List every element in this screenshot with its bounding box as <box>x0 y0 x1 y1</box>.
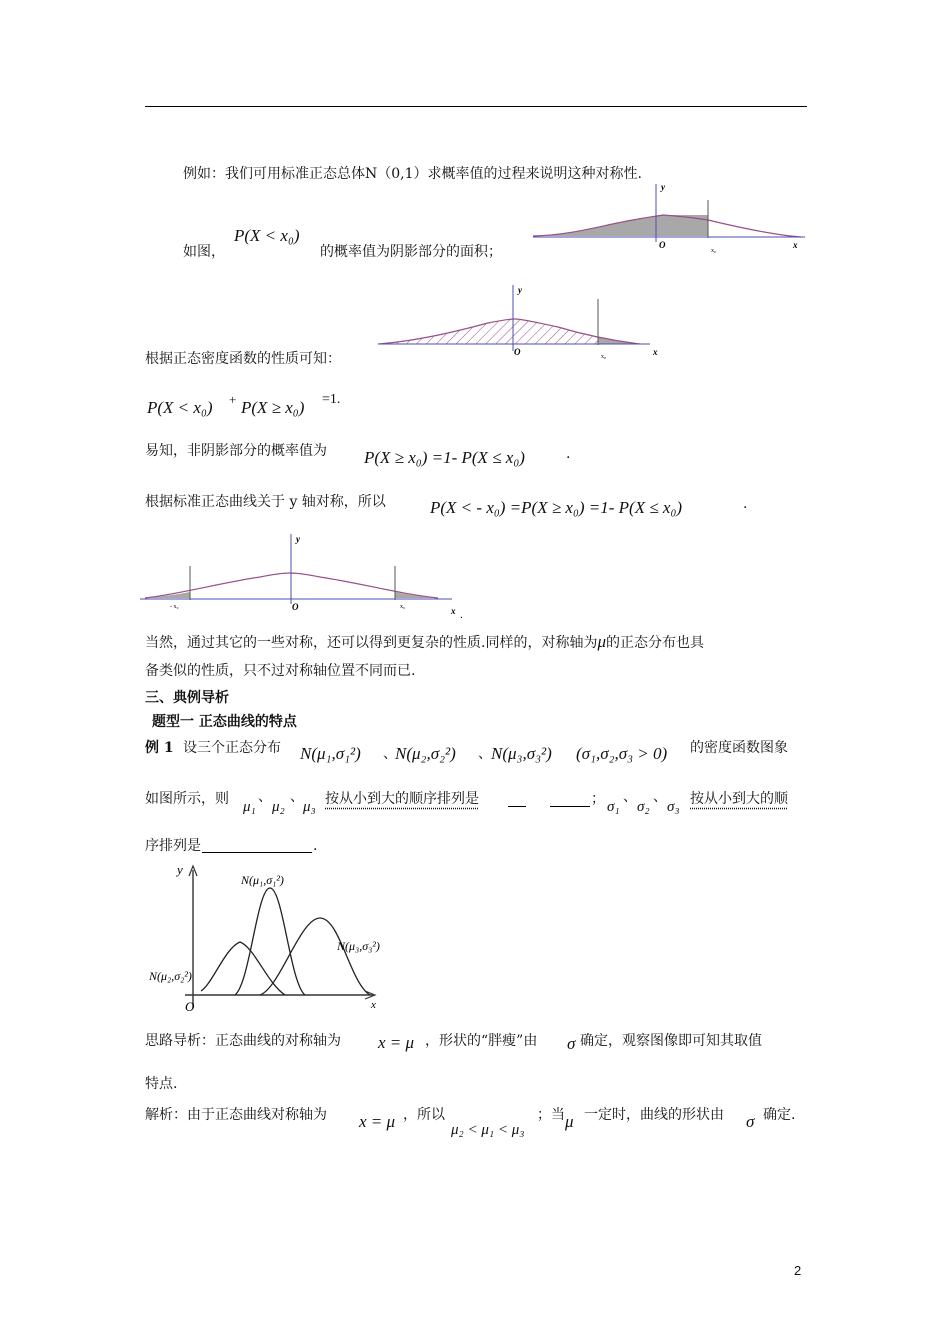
guide-text-c: 确定，观察图像即可知其取值 <box>580 1033 762 1049</box>
semicolon: ； <box>591 791 605 807</box>
guide-line2: 特点. <box>145 1076 178 1092</box>
curve-n3 <box>260 918 370 995</box>
para-text-b: 的正态分布也具 <box>606 635 704 651</box>
sigma3: σ₃ <box>667 799 680 815</box>
label-n1: N(μ₁,σ₁²) <box>241 873 284 887</box>
eq-plus: + <box>229 392 237 407</box>
solution-axis-expr: x = μ <box>359 1112 396 1131</box>
dist-n2: N(μ₂,σ₂²) <box>395 744 456 763</box>
easy-expr: P(X ≥ x₀) =1- P(X ≤ x₀) <box>364 448 525 467</box>
dun-4: 、 <box>653 789 667 805</box>
symmetry-text: 根据标准正态曲线关于 y 轴对称，所以 <box>145 494 386 510</box>
example-line3: 序排列是 <box>145 838 201 854</box>
x-label: x <box>793 240 798 250</box>
solution-mu: μ <box>565 1112 574 1131</box>
eq-part-b: P(X ≥ x₀) <box>241 398 305 417</box>
origin-label: O <box>514 347 521 357</box>
solution-sigma: σ <box>746 1112 755 1131</box>
order-text-1: 按从小到大的顺序排列是 <box>325 791 479 807</box>
symmetry-expr: P(X < - x₀) =P(X ≥ x₀) =1- P(X ≤ x₀) <box>430 498 683 517</box>
origin-label: O <box>659 240 666 250</box>
answer-blank-2[interactable] <box>202 838 312 853</box>
example-line2-a: 如图所示，则 <box>145 791 229 807</box>
page-number: 2 <box>794 1263 802 1278</box>
mu2: μ₂ <box>272 799 285 815</box>
trailing-period: . <box>460 609 463 620</box>
guide-text-b: ，形状的“胖瘦”由 <box>425 1033 538 1049</box>
dun-1: 、 <box>258 789 272 805</box>
property-intro: 根据正态密度函数的性质可知： <box>145 351 341 367</box>
dun-2: 、 <box>290 789 304 805</box>
example-period: . <box>313 838 318 854</box>
x-label: x <box>451 606 456 616</box>
y-label: y <box>661 182 665 192</box>
fig1-expr: P(X < x₀) <box>234 226 300 245</box>
section-heading: 三、典例导析 <box>145 690 229 706</box>
y-label: y <box>296 534 300 544</box>
mu1: μ₁ <box>243 799 256 815</box>
solution-inequality: μ₂ < μ₁ < μ₃ <box>451 1122 525 1138</box>
answer-blank-1a[interactable] <box>508 792 526 807</box>
x0-label: x₀ <box>400 604 406 610</box>
answer-blank-1b[interactable] <box>550 792 590 807</box>
origin-label: O <box>185 999 195 1014</box>
x-label: x <box>653 347 658 357</box>
example-text-2: 的密度函数图象 <box>690 740 788 756</box>
guide-sigma: σ <box>567 1034 576 1053</box>
dun-3: 、 <box>623 789 637 805</box>
easy-end: . <box>566 446 571 462</box>
curve-n2 <box>201 942 285 995</box>
order-text-2: 按从小到大的顺 <box>690 791 788 807</box>
sep-1: 、 <box>383 746 397 762</box>
sigma2: σ₂ <box>637 799 650 815</box>
subsection-heading: 题型一 正态曲线的特点 <box>152 714 297 730</box>
solution-text-a: 解析：由于正态曲线对称轴为 <box>145 1107 327 1123</box>
easy-text: 易知，非阴影部分的概率值为 <box>145 443 327 459</box>
para-line-1 <box>145 632 704 653</box>
example-label: 例 1 <box>145 740 174 756</box>
figure-three-normal-curves <box>145 858 385 1018</box>
fig1-prefix: 如图， <box>183 244 225 260</box>
mu3: μ₃ <box>303 799 316 815</box>
solution-text-c: ；当 <box>537 1107 565 1123</box>
shaded-area <box>533 215 708 236</box>
guide-axis-expr: x = μ <box>378 1033 415 1052</box>
neg-x0-label: - x₀ <box>170 604 179 610</box>
y-label: y <box>518 285 522 295</box>
eq-part-a: P(X < x₀) <box>147 398 213 417</box>
sep-2: 、 <box>478 746 492 762</box>
para-line-2: 备类似的性质，只不过对称轴位置不同而已. <box>145 663 416 679</box>
x0-label: x₀ <box>711 248 717 254</box>
guide-text-a: 思路导析：正态曲线的对称轴为 <box>145 1033 341 1049</box>
dist-n3: N(μ₃,σ₃²) <box>491 744 552 763</box>
dist-n1: N(μ₁,σ₁²) <box>300 744 361 763</box>
figure-two-tails <box>140 528 470 620</box>
sigma-condition: (σ₁,σ₂,σ₃ > 0) <box>576 744 668 763</box>
label-n2: N(μ₂,σ₂²) <box>149 969 192 983</box>
label-n3: N(μ₃,σ₃²) <box>337 939 380 953</box>
intro-text: 例如：我们可用标准正态总体N（0,1）求概率值的过程来说明这种对称性. <box>183 166 642 182</box>
solution-text-d: 一定时，曲线的形状由 <box>584 1107 724 1123</box>
y-label: y <box>177 862 183 877</box>
mu-symbol: μ <box>597 632 606 651</box>
eq-end: =1. <box>322 392 341 407</box>
symmetry-end: . <box>743 496 748 512</box>
header-rule <box>145 106 807 107</box>
x0-label: x₀ <box>601 354 607 360</box>
solution-text-b: ，所以 <box>403 1107 445 1123</box>
sigma1: σ₁ <box>607 799 620 815</box>
figure-shaded-left-tail <box>533 180 813 260</box>
para-text-a: 当然，通过其它的一些对称，还可以得到更复杂的性质.同样的，对称轴为 <box>145 635 598 651</box>
figure-hatched <box>378 283 668 363</box>
example-text-1: 设三个正态分布 <box>183 740 281 756</box>
x-label: x <box>371 999 376 1011</box>
solution-text-e: 确定. <box>763 1107 796 1123</box>
origin-label: O <box>292 602 299 612</box>
fig1-suffix: 的概率值为阴影部分的面积； <box>320 244 502 260</box>
